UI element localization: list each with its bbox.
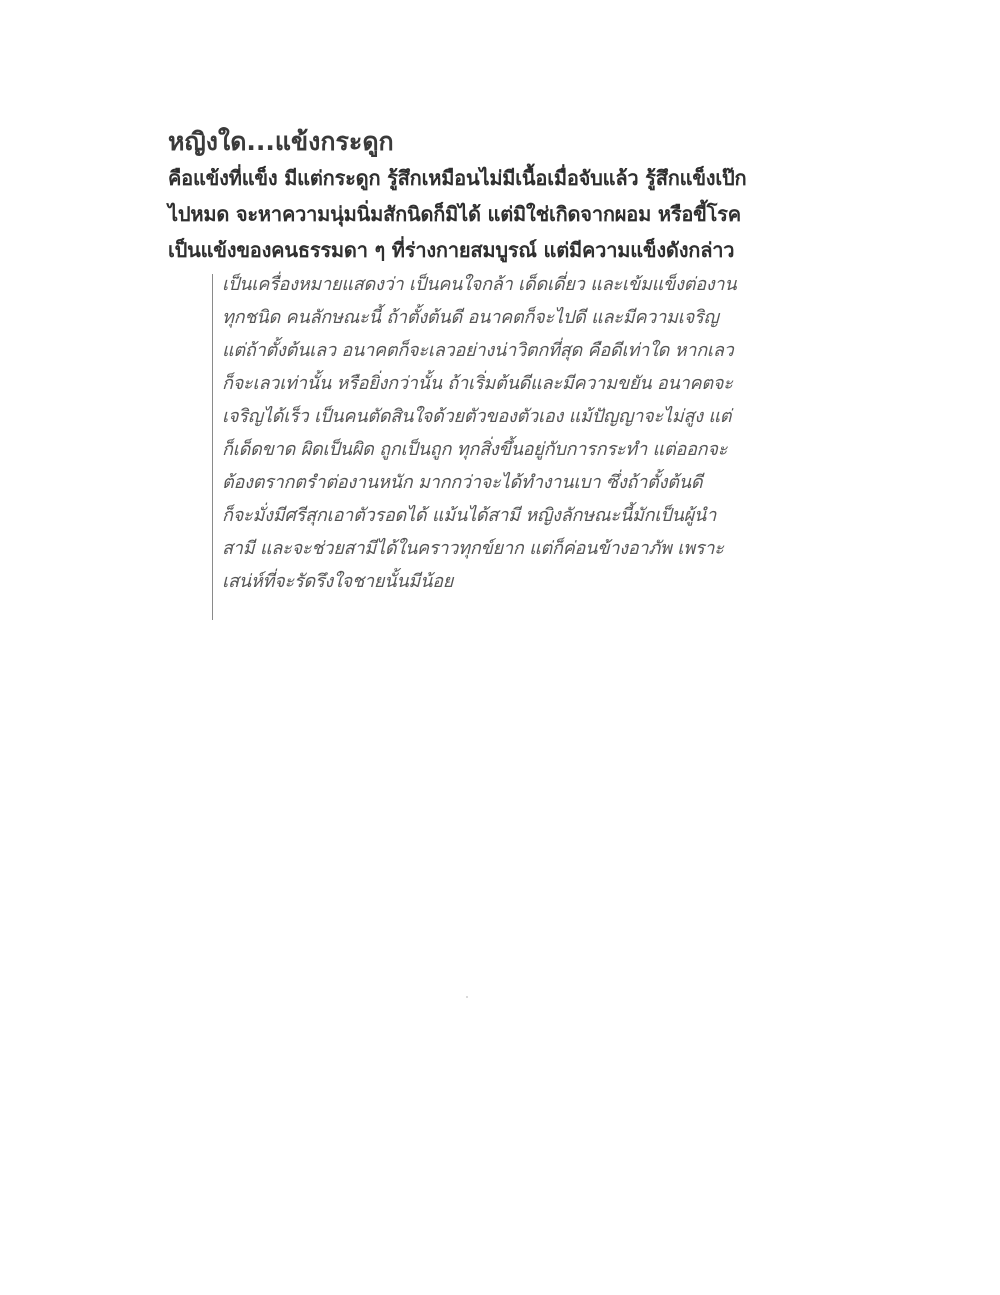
quote-paragraph [222, 268, 770, 598]
quote-line: เจริญได้เร็ว เป็นคนตัดสินใจด้วยตัวของตัวเอง แม้ปัญญาจะไม่สูง แต่ [222, 406, 732, 427]
quote-line: ก็จะมั่งมีศรีสุกเอาตัวรอดได้ แม้นได้สามี หญิงลักษณะนี้มักเป็นผู้นำ [222, 505, 717, 526]
intro-line: ไปหมด จะหาความนุ่มนิ่มสักนิดก็มิได้ แต่มิใช่เกิดจากผอม หรือขี้โรค [168, 202, 741, 226]
quote-line: ทุกชนิด คนลักษณะนี้ ถ้าตั้งต้นดี อนาคตก็จะไปดี และมีความเจริญ [222, 307, 719, 328]
quote-line: แต่ถ้าตั้งต้นเลว อนาคตก็จะเลวอย่างน่าวิตกที่สุด คือดีเท่าใด หากเลว [222, 340, 734, 361]
quote-line: ก็จะเลวเท่านั้น หรือยิ่งกว่านั้น ถ้าเริ่มต้นดีและมีความขยัน อนาคตจะ [222, 373, 733, 394]
quote-line: สามี และจะช่วยสามีได้ในคราวทุกข์ยาก แต่ก็ค่อนข้างอาภัพ เพราะ [222, 538, 724, 559]
intro-line: เป็นแข้งของคนธรรมดา ๆ ที่ร่างกายสมบูรณ์ แต่มีความแข็งดังกล่าว [168, 238, 735, 262]
section-title: หญิงใด...แข้งกระดูก [168, 127, 394, 156]
intro-line: คือแข้งที่แข็ง มีแต่กระดูก รู้สึกเหมือนไม่มีเนื้อเมื่อจับแล้ว รู้สึกแข็งเป๊ก [168, 166, 747, 190]
scan-speck [466, 996, 468, 998]
quote-line: เป็นเครื่องหมายแสดงว่า เป็นคนใจกล้า เด็ดเดี่ยว และเข้มแข็งต่องาน [222, 274, 737, 295]
intro-paragraph [168, 160, 768, 268]
quote-line: ก็เด็ดขาด ผิดเป็นผิด ถูกเป็นถูก ทุกสิ่งขึ้นอยู่กับการกระทำ แต่ออกจะ [222, 439, 728, 460]
quote-line: เสน่ห์ที่จะรัดรึงใจชายนั้นมีน้อย [222, 571, 454, 592]
quote-block [212, 268, 772, 620]
quote-rule [212, 274, 213, 620]
quote-line: ต้องตรากตรำต่องานหนัก มากกว่าจะได้ทำงานเบา ซึ่งถ้าตั้งต้นดี [222, 472, 703, 493]
